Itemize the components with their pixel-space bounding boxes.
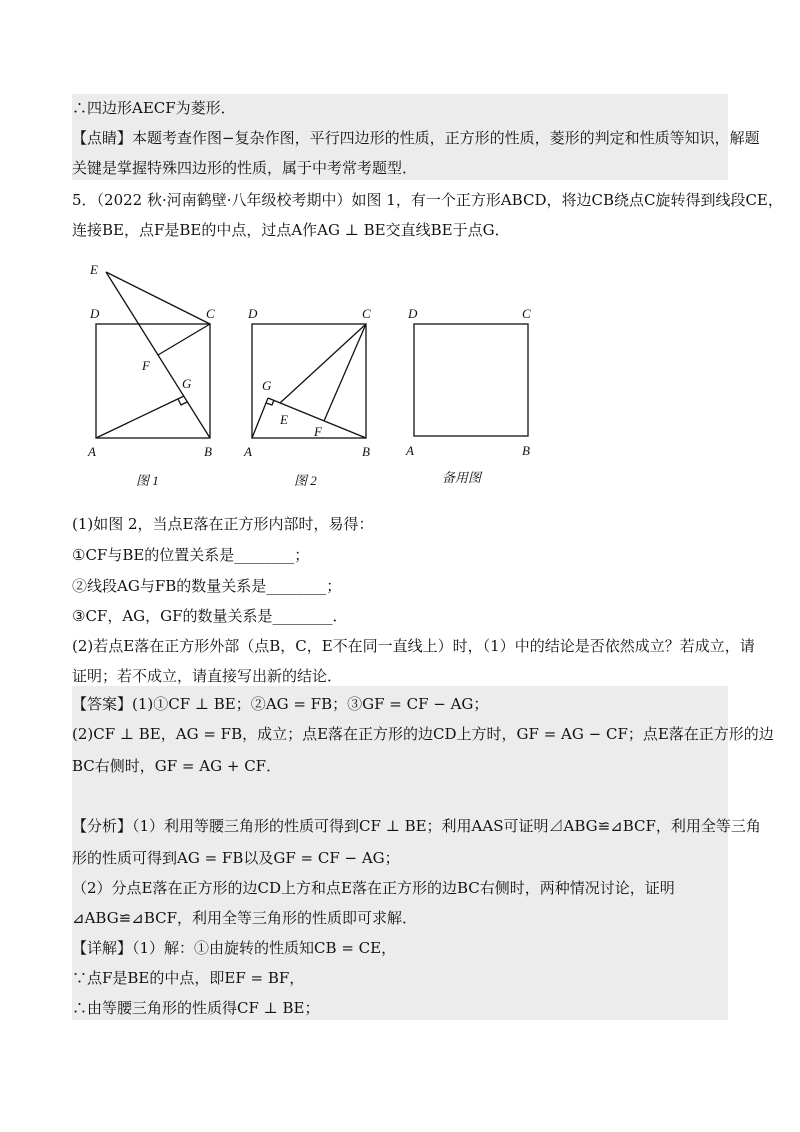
figure-2	[240, 258, 390, 498]
text-line-1: ∴四边形AECF为菱形．	[72, 99, 236, 117]
fig1-label-C: C	[206, 306, 215, 321]
fig1-label-A: A	[88, 444, 96, 459]
answer-line-3: BC右侧时，GF = AG + CF．	[72, 757, 282, 775]
detail-line-2: ∵点F是BE的中点，即EF = BF，	[72, 969, 305, 987]
question-line-2: 连接BE，点F是BE的中点，过点A作AG ⊥ BE交直线BE于点G．	[72, 221, 510, 239]
fig1-label-B: B	[204, 444, 212, 459]
part2-line-1: (2)若点E落在正方形外部（点B，C，E不在同一直线上）时，（1）中的结论是否依然成立？若成立，请	[72, 637, 755, 655]
analysis-line-2: 形的性质可得到AG = FB以及GF = CF − AG；	[72, 849, 400, 867]
fig1-label-F: F	[142, 358, 150, 373]
text-line-2: 【点睛】本题考查作图−复杂作图，平行四边形的性质，正方形的性质，菱形的判定和性质等知识，解题	[72, 129, 760, 147]
fig2-label-C: C	[362, 306, 371, 321]
fig2-caption: 图 2	[294, 473, 317, 488]
fig3-label-C: C	[522, 306, 531, 321]
fig3-caption: 备用图	[442, 470, 482, 485]
analysis-line-1: 【分析】（1）利用等腰三角形的性质可得到CF ⊥ BE；利用AAS可证明⊿ABG≌⊿BCF，利用全等三角	[72, 817, 761, 835]
fig1-label-E: E	[90, 262, 98, 277]
answer-line-2: (2)CF ⊥ BE，AG = FB，成立；点E落在正方形的边CD上方时，GF = AG − CF；点E落在正方形的边	[72, 725, 774, 743]
answer-line-1: 【答案】(1)①CF ⊥ BE；②AG = FB；③GF = CF − AG；	[72, 695, 489, 713]
fig2-label-E: E	[280, 412, 288, 427]
fig3-label-D: D	[408, 306, 418, 321]
fig3-label-B: B	[522, 443, 530, 458]
fig2-label-A: A	[244, 444, 252, 459]
fig1-label-D: D	[90, 306, 100, 321]
figure-1	[80, 258, 230, 498]
part1-intro: (1)如图 2，当点E落在正方形内部时，易得：	[72, 515, 374, 533]
part1-item-2: ②线段AG与FB的数量关系是________；	[72, 577, 342, 595]
part2-line-2: 证明；若不成立，请直接写出新的结论．	[72, 667, 343, 685]
analysis-line-3: （2）分点E落在正方形的边CD上方和点E落在正方形的边BC右侧时，两种情况讨论，证明	[72, 879, 675, 897]
fig2-label-F: F	[314, 424, 322, 439]
detail-line-1: 【详解】（1）解：①由旋转的性质知CB = CE，	[72, 939, 397, 957]
analysis-line-4: ⊿ABG≌⊿BCF，利用全等三角形的性质即可求解．	[72, 909, 418, 927]
question-title: 5．（2022 秋·河南鹤壁·八年级校考期中）如图 1，有一个正方形ABCD，将边CB绕点C旋转得到线段CE，	[72, 191, 783, 209]
text-line-3: 关键是掌握特殊四边形的性质，属于中考常考题型．	[72, 159, 418, 177]
fig3-label-A: A	[406, 443, 414, 458]
figure-3	[398, 258, 548, 498]
part1-item-3: ③CF，AG，GF的数量关系是________．	[72, 607, 348, 625]
fig2-label-G: G	[262, 378, 272, 393]
detail-line-3: ∴由等腰三角形的性质得CF ⊥ BE；	[72, 999, 320, 1017]
fig1-label-G: G	[182, 376, 192, 391]
fig2-label-B: B	[362, 444, 370, 459]
part1-item-1: ①CF与BE的位置关系是________；	[72, 546, 310, 564]
fig2-label-D: D	[248, 306, 258, 321]
fig1-caption: 图 1	[136, 473, 159, 488]
